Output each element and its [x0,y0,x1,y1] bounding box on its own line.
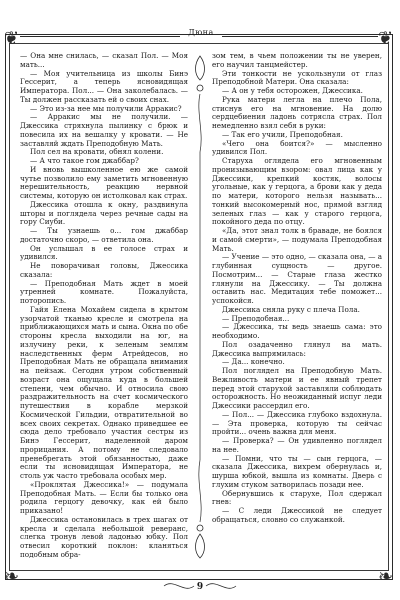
paragraph: — Да... конечно. [222,357,285,367]
corner-ornament-top-right: ❦ [378,28,394,49]
paragraph: зом тем, в чьем положении ты не уверен, его научил танцмейстер. [212,52,382,69]
paragraph: Он услышал в ее голосе страх и удивился. [20,243,188,262]
paragraph: И вновь вышколенное ею же самой чутье позволило ему заметить мгновенную нерешительность, реакцию нервной системы, которую он истолковал как страх. [20,164,188,200]
corner-ornament-top-left: ❦ [4,28,20,49]
header-rule-left [20,36,180,37]
corner-ornament-bottom-left: ❧ [4,566,20,587]
paragraph: — С леди Джессикой не следует обращаться, словно со служанкой. [212,506,382,524]
page-number: 9 [196,582,204,592]
paragraph: — Проверка? — Он удивленно поглядел на нее. [212,436,382,454]
paragraph: Обернувшись к старухе, Пол сдержал гнев: [212,488,382,507]
paragraph: — Помни, что ты — сын герцога, — сказала Джессика, вихрем обернулась и, шурша юбкой, вышла из комнаты. Дверь с глухим стуком затворилась позади нее. [212,453,382,489]
running-header [0,26,400,49]
paragraph: Джессика остановилась в трех шагах от кресла и сделала небольшой реверанс, слегка тронув левой ладонью юбку. Пол отвесил короткий поклон: кланяться подобным обра- [20,514,188,559]
paragraph: — Это из-за нее мы получили Арракис? [30,103,182,113]
paragraph: Джессика сняла руку с плеча Пола. [222,304,360,314]
header-rule-right [222,36,378,37]
paragraph: — Она мне снилась, — сказал Пол. — Моя мать... [20,52,188,69]
paragraph: Не поворачивая головы, Джессика сказала: [20,261,188,279]
paragraph: Джессика отошла к окну, раздвинула шторы и поглядела через речные сады на гору Сиуби. [20,199,188,227]
paragraph: Пол поглядел на Преподобную Мать. Вежливость матери и ее явный трепет перед этой старухой заставляли соблюдать осторожность. Но неожиданный испуг леди Джессики рассердил его. [212,366,382,410]
paragraph: — А он у тебя осторожен, Джессика. [222,86,363,95]
paragraph: — А что такое гом джаббар? [30,156,139,165]
running-title: Дюна [188,28,214,37]
paragraph: — Моя учительница из школы Бинэ Гессерит, а теперь ясновидящая Императора. Пол... — Она заколебалась. — Ты должен рассказать ей о своих снах. [20,68,188,104]
paragraph: Гайя Елена Мохайем сидела в крытом узорчатой тканью кресле и смотрела на приближающихся мать и сына. Окна по обе стороны кресла выходили на юг, на излучину реки, к зеленым землям наследственных ферм Атрейдесов, но Преподобная Мать не обращала внимания на пейзаж. Сегодня утром собственный возраст она ощущала куда в большей степени, чем обычно. И относила свою раздражительность на счет космического путешествия в корабле мерзкой Космической Гильдии, отвратительной во всех своих секретах. Однако приведшее ее сюда дело требовало участия сестры из Бинэ Гессерит, наделенной даром прорицания. А потому не следовало пренебрегать этой обязанностью, даже если ты ясновидящая Императора, не столь уж часто требовала особых мер. [20,304,188,480]
paragraph: — Преподобная... [222,313,290,323]
paragraph: — Пол... — Джессика глубоко вздохнула. — Эта проверка, которую ты сейчас пройти... очень важна для меня. [212,409,382,437]
paragraph: Старуха оглядела его мгновенным пронизывающим взором: овал лица как у Джессики, крепкий костяк, волосы угольные, как у герцога, а брови как у деда по матери, которого нельзя называть... тонкий высокомерный нос, прямой взгляд зеленых глаз — как у старого герцога, покойного деда по отцу. [212,156,382,227]
paragraph: — Ты узнаешь о... гом джаббар достаточно скоро, — ответила она. [20,226,188,244]
paragraph: — Преподобная Мать ждет в моей утренней комнате. Пожалуйста, поторопись. [20,278,188,305]
text-column-right [212,52,382,560]
paragraph: Пол сел на кровати, обнял колени. [30,147,164,157]
text-column-left [20,52,188,560]
column-divider-ornament [190,52,210,560]
paragraph: — Так его учили, Преподобная. [222,129,343,139]
paragraph: — Джессика, ты ведь знаешь сама: это необходимо. [212,322,382,340]
corner-ornament-bottom-right: ❧ [378,566,394,587]
paragraph: — Учение — это одно, — сказала она, — а глубинная сущность — другое. Посмотрим... — Старые глаза жестко глянули на Джессику. — Ты должна оставить нас. Медитация тебе поможет... успокойся. [212,252,382,305]
paragraph: «Чего она боится?» — мысленно удивился Пол. [212,138,382,157]
paragraph: «Проклятая Джессика!» — подумала Преподобная Мать. — Если бы только она родила герцогу девочку, как ей было приказано! [20,479,188,515]
paragraph: Рука матери легла на плечо Пола, стиснув его на мгновение. На долю сердцебиения ладонь сотрясла страх. Пол немедленно взял себя в руки: [212,94,382,130]
paragraph: «Да, этот знал толк в бравадe, не боялся и самой смерти», — подумала Преподобная Мать. [212,226,382,253]
paragraph: Пол озадаченно глянул на мать. Джессика выпрямилась: [212,339,382,358]
paragraph: — Арракис мы не получили. — Джессика стряхнула пылинку с брюк и повесила их на вешалку у кровати. — Не заставляй ждать Преподобную Мать. [20,112,188,148]
paragraph: Эти тонкости не ускользнули от глаз Преподобной Матери. Она сказала: [212,68,382,87]
